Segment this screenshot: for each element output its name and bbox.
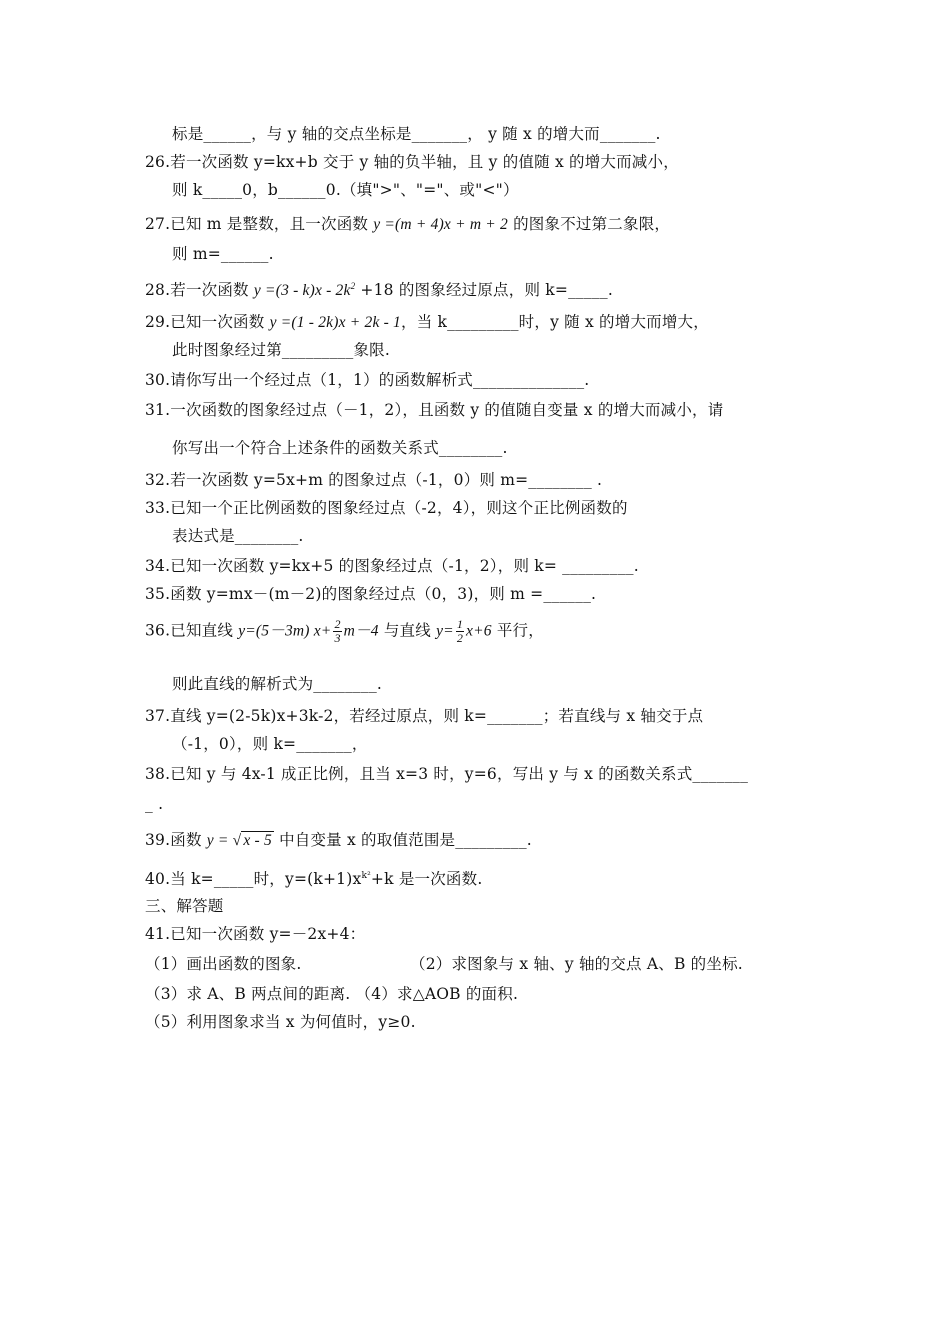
text: +18 的图象经过原点，则 k=_____. (355, 281, 613, 300)
numerator: 2 (334, 617, 341, 631)
text: 41.已知一次函数 y=－2x+4： (145, 925, 366, 943)
text: 36.已知直线 (145, 621, 239, 640)
text: 35.函数 y=mx－(m－2)的图象经过点（0，3)，则 m =______. (145, 585, 597, 603)
text: 三、解答题 (145, 897, 224, 915)
formula: y =(1 - 2k)x + 2k - 1 (269, 314, 401, 331)
text: 40.当 k=_____时，y=(k+1)x (145, 870, 362, 889)
question-30 (145, 370, 589, 390)
text: 26.若一次函数 y=kx+b 交于 y 轴的负半轴，且 y 的值随 x 的增大而减小， (145, 153, 679, 171)
question-29 (145, 312, 709, 333)
question-31-line2 (172, 438, 508, 458)
question-33-line2 (172, 526, 304, 546)
section-heading-answers (145, 896, 224, 916)
question-34 (145, 556, 639, 576)
question-36 (145, 618, 544, 645)
text: 31.一次函数的图象经过点（－1，2），且函数 y 的值随自变量 x 的增大而减小，请 (145, 401, 724, 419)
question-41-part2 (410, 954, 743, 974)
text: 39.函数 (145, 831, 207, 849)
text: （3）求 A、B 两点间的距离. （4）求△AOB 的面积. (145, 985, 519, 1003)
text: 标是______，与 y 轴的交点坐标是_______， y 随 x 的增大而_______. (172, 125, 661, 143)
question-27 (145, 214, 670, 235)
denominator: 3 (334, 631, 341, 645)
text: （-1，0），则 k=_______， (172, 735, 368, 753)
formula: y=(5－3m) x+ (238, 622, 332, 640)
formula: y= (436, 622, 454, 640)
question-36-line2 (172, 674, 382, 694)
fraction-one-half (456, 618, 464, 645)
question-27-line2 (172, 244, 274, 264)
text: 表达式是________. (172, 527, 304, 545)
text: 与直线 (378, 621, 437, 640)
text: 29.已知一次函数 (145, 313, 270, 331)
text: 平行， (491, 621, 544, 640)
formula: y =(3 - k)x - 2k (253, 282, 351, 300)
question-28 (145, 276, 613, 301)
question-38 (145, 764, 748, 784)
denominator: 2 (456, 631, 464, 645)
text: （2）求图象与 x 轴、y 轴的交点 A、B 的坐标. (410, 955, 743, 973)
text: +k 是一次函数. (370, 870, 483, 889)
text: （5）利用图象求当 x 为何值时，y≥0. (145, 1013, 416, 1031)
exponent: 2 (350, 281, 356, 291)
question-32 (145, 470, 602, 490)
question-33 (145, 498, 628, 518)
question-41-part5 (145, 1012, 416, 1032)
question-26 (145, 152, 679, 172)
line-continuation-intercepts (172, 124, 661, 144)
question-41-part1 (145, 954, 302, 974)
text: 33.已知一个正比例函数的图象经过点（-2，4），则这个正比例函数的 (145, 499, 628, 517)
text: 中自变量 x 的取值范围是_________. (273, 831, 532, 849)
text: 27.已知 m 是整数，且一次函数 (145, 215, 374, 233)
text: 37.直线 y=(2-5k)x+3k-2，若经过原点，则 k=_______；若直线与 x 轴交于点 (145, 707, 704, 725)
text: 你写出一个符合上述条件的函数关系式________. (172, 439, 508, 457)
text: 34.已知一次函数 y=kx+5 的图象经过点（-1，2），则 k= _________. (145, 557, 639, 575)
text: _ . (145, 795, 164, 813)
question-40 (145, 866, 482, 889)
text: 30.请你写出一个经过点（1，1）的函数解析式______________. (145, 371, 590, 389)
text: ，当 k_________时，y 随 x 的增大而增大， (401, 313, 709, 331)
question-38-line2 (145, 794, 163, 814)
formula: y =(m + 4)x + m + 2 (373, 216, 508, 233)
text: （1）画出函数的图象. (145, 955, 302, 973)
text: 则 m=______. (172, 245, 274, 263)
question-41-part3-4 (145, 984, 518, 1004)
question-31 (145, 400, 723, 420)
numerator: 1 (456, 617, 464, 631)
text: 28.若一次函数 (145, 281, 254, 300)
question-41 (145, 924, 365, 944)
text: 32.若一次函数 y=5x+m 的图象过点（-1，0）则 m=________ . (145, 471, 603, 489)
text: 则 k_____0，b______0.（填">"、"="、或"<"） (172, 181, 519, 199)
formula: m－4 (343, 622, 379, 640)
question-26-line2 (172, 180, 519, 200)
question-37-line2 (172, 734, 368, 754)
question-29-line2 (172, 340, 390, 360)
radicand: x - 5 (243, 832, 272, 849)
fraction-two-thirds (333, 618, 341, 645)
formula: x+6 (466, 622, 492, 640)
formula: y = √ (206, 832, 242, 849)
text: 此时图象经过第_________象限. (172, 341, 390, 359)
exponent: k² (361, 871, 371, 881)
question-35 (145, 584, 596, 604)
text: 的图象不过第二象限， (507, 215, 671, 233)
question-39 (145, 830, 532, 851)
text: 38.已知 y 与 4x-1 成正比例，且当 x=3 时，y=6，写出 y 与 x 的函数关系式_______ (145, 765, 749, 783)
text: 则此直线的解析式为________. (172, 675, 383, 693)
question-37 (145, 706, 703, 726)
